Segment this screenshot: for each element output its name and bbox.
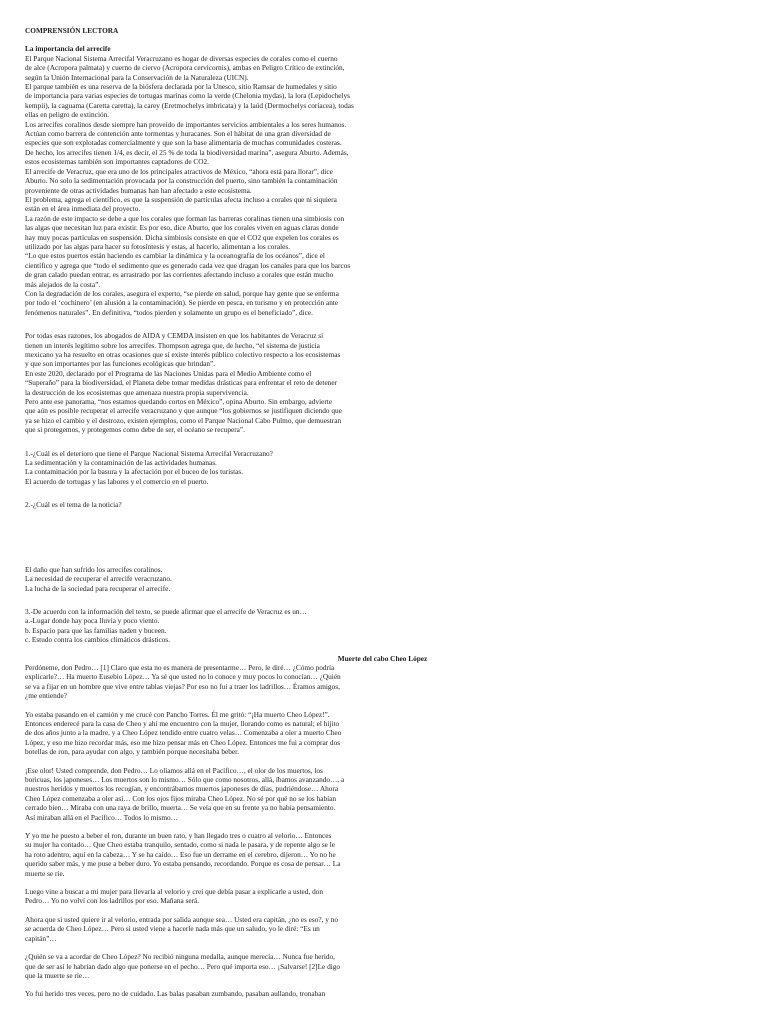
story-paragraph-6 (25, 915, 740, 943)
story-title: Muerte del cabo Cheo López (337, 653, 428, 663)
question-2-text: 2.-¿Cuál es el tema de la noticia? (25, 500, 122, 510)
text-line: especies que son explotadas comercialmente y que son la base alimentaria de muchas comunidades costeras. (25, 138, 342, 148)
answer-option: La necesidad de recuperar el arrecife veracruzano. (25, 574, 172, 584)
text-line: explicarle?… Ha muerto Eusebio López… Ya sé que usted no lo conoce y muy pocos lo conocían… ¿Quién (25, 672, 341, 682)
text-line: capitán”… (25, 933, 57, 943)
text-line: ya se hizo el cambio y el destrozo, existen ejemplos, como el Parque Nacional Cabo Pulmo, que demuestran (25, 415, 342, 425)
article-title: La importancia del arrecife (25, 44, 111, 54)
text-line: “Superaño” para la biodiversidad, el Planeta debe tomar medidas drásticas para enfrentar el reto de detener (25, 378, 338, 388)
text-line: de alce (Acropora palmata) y cuerno de ciervo (Acropora cervicornis), ambas en Peligro Crítico de extinción, (25, 63, 345, 73)
story-paragraph-1 (25, 663, 740, 701)
text-line: que si protegemos, y protegemos como debe de ser, el océano se recupera”. (25, 425, 245, 435)
text-line: que de ser así le habrían dado algo que ponerse en el pecho… Pero qué importa eso… ¡Salvarse! [2]Le digo (25, 961, 341, 971)
text-line: ha roto adentro, aquí en la cabeza… Y se ha caído… Eso fue un derrame en el cerebro, dijeron… Yo no he (25, 849, 336, 859)
story-paragraph-4 (25, 831, 740, 878)
text-line: El parque también es una reserva de la biósfera declarada por la Unesco, sitio Ramsar de humedales y sitio (25, 82, 337, 92)
text-line: kempii), la caguama (Caretta caretta), la carey (Eretmochelys imbricata) y la laúd (Dermochelys coriacea), todas (25, 100, 354, 110)
text-line: Cheo López comenzaba a oler así… Con los ojos fijos miraba Cheo López. No sé por qué no se los habían (25, 793, 337, 803)
question-text: 1.-¿Cuál es el deterioro que tiene el Parque Nacional Sistema Arrecifal Veracruzano? (25, 448, 273, 458)
text-line: Ahora que si usted quiere ir al velorio, entrada por salida aunque sea… Usted era capitán, ¿no es eso?, y no (25, 914, 339, 924)
text-line: por todo el ‘cochinero’ (en alusión a la contaminación). Se pierde en pesca, en turismo y en protección ante (25, 298, 339, 308)
text-line: Perdóneme, don Pedro… [1] Claro que esta no es manera de presentarme… Pero, le diré… ¿Cómo podría (25, 662, 335, 672)
text-line: y que son importantes por las funciones ecológicas que brindan”. (25, 359, 216, 369)
text-line: Con la degradación de los corales, asegura el experto, “se pierde en salud, porque hay gente que se enferma (25, 288, 339, 298)
text-line: Y yo me he puesto a beber el ron, durante un buen rato, y han llegado tres o cuatro al velorio… Entonces (25, 831, 332, 841)
text-line: Los arrecifes coralinos desde siempre han proveído de importantes servicios ambientales a los seres humanos. (25, 119, 347, 129)
text-line: más alejados de la costa”. (25, 279, 101, 289)
text-line: nuestros heridos y muertos los recogían, y encontrábamos muertos japoneses de días, pudriéndose… Ahora (25, 784, 339, 794)
text-line: El Parque Nacional Sistema Arrecifal Veracruzano es hogar de diversas especies de corales como el cuerno (25, 53, 338, 63)
text-line: tienen un interés legítimo sobre los arrecifes. Thompson agrega que, de hecho, “el sistema de justicia (25, 340, 320, 350)
text-line: ¡Ese olor! Usted comprende, don Pedro… Lo olíamos allá en el Pacífico…, el olor de los muertos, los (25, 765, 323, 775)
text-line: En este 2020, declarado por el Programa de las Naciones Unidas para el Medio Ambiente como el (25, 368, 312, 378)
text-line: boricuas, los japoneses… Los muertos son lo mismo… Sólo que como nosotros, allá, íbamos avanzando…, a (25, 775, 345, 784)
text-line: su mujer ha contado… Que Cheo estaba tranquilo, sentado, como si nada le pasara, y de repente algo se le (25, 840, 336, 850)
text-line: Aburto. No solo la sedimentación provocada por la construcción del puerto, sino también la contaminación (25, 176, 338, 186)
text-line: de gran calado puedan entrar, es arrastrado por las corrientes afectando incluso a corales que están mucho (25, 270, 334, 280)
text-line: cerrado bien… Miraba con una raya de brillo, muerta… Se veía que en su frente ya no había pensamiento. (25, 803, 336, 813)
answer-option: La sedimentación y la contaminación de las actividades humanas. (25, 458, 217, 468)
text-line: proveniente de otras actividades humanas han han afectado a este ecosistema. (25, 185, 252, 195)
text-line: que aún es posible recuperar el arrecife veracruzano y que aunque “los gobiernos se justifiquen diciendo que (25, 406, 342, 416)
text-line: botellas de ron, para ayudar con algo, y también porque necesitaba beber. (25, 747, 239, 757)
text-line: ¿Quién se va a acordar de Cheo López? No recibió ninguna medalla, aunque merecía… Nunca fue herido, (25, 952, 335, 962)
text-line: las algas que necesitan luz para existir. Es por eso, dice Aburto, que los corales viven en aguas claras donde (25, 223, 339, 233)
text-line: Así miraban allá en el Pacífico… Todos lo mismo… (25, 812, 178, 822)
story-paragraph-3 (25, 766, 740, 822)
text-line: se acuerda de Cheo López… Pero si usted viene a hacerle nada más que un saludo, yo le diré: “Es un (25, 924, 320, 934)
text-line: la destrucción de los ecosistemas que amenaza nuestra propia supervivencia. (25, 387, 249, 397)
text-line: El arrecife de Veracruz, que era uno de los principales atractivos de México, “ahora está para llorar”, dice (25, 166, 333, 176)
question-1 (25, 449, 740, 487)
text-line: Pero ante ese panorama, “nos estamos quedando cortos en México”, opina Aburto. Sin embargo, advierte (25, 397, 333, 407)
answer-option: El daño que han sufrido los arrecifes coralinos. (25, 564, 163, 574)
text-line: están en el área inmediata del proyecto. (25, 204, 141, 214)
text-line: hay muy pocas partículas en suspensión. Dicha simbiosis consiste en que el CO2 que expelen los corales es (25, 232, 339, 242)
text-line: Actúan como barrera de contención ante tormentas y huracanes. Son el hábitat de una gran diversidad de (25, 129, 331, 139)
text-line: Luego vine a buscar a mi mujer para llevarla al velorio y creí que debía pasar a explicarle a usted, don (25, 887, 324, 897)
text-line: mexicano ya ha resuelto en otras ocasiones que sí existe interés público colectivo respecto a los ecosistemas (25, 350, 341, 359)
answer-option: a.-Lugar donde hay poca lluvia y poco viento. (25, 616, 160, 626)
answer-option: La lucha de la sociedad para recuperar el arrecife. (25, 583, 171, 593)
text-line: Entonces enderecé para la casa de Cheo y ahí me encuentro con la mujer, llorando como es natural; el hijito (25, 718, 340, 728)
text-line: se va a fijar en un hombre que vive entre tablas viejas? Por eso no fui a traer los ladrillos… Éramos amigos, (25, 681, 340, 691)
text-line: “Lo que estos puertos están haciendo es cambiar la dinámica y la oceanografía de los océanos”, dice el (25, 251, 325, 261)
text-line: El problema, agrega el científico, es que la suspensión de partículas afecta incluso a corales que ni siquiera (25, 194, 337, 204)
text-line: ellas en peligro de extinción. (25, 110, 110, 120)
document-header: COMPRENSIÓN LECTORA (25, 26, 119, 35)
text-line: López, y eso me hizo recordar más, eso me hizo pensar más en Cheo López. Entonces me fui a comprar dos (25, 737, 341, 747)
answer-option: El acuerdo de tortugas y las labores y el comercio en el puerto. (25, 476, 209, 486)
text-line: querido saber más, y me puse a beber duro. Yo estaba pensando, recordando. Porque es cosa de pensar… La (25, 859, 341, 869)
answer-option: c. Estudo contra los cambios climáticos drásticos. (25, 635, 171, 645)
story-paragraph-2 (25, 710, 740, 757)
text-line: según la Unión Internacional para la Conservación de la Naturaleza (UICN). (25, 72, 249, 82)
text-line: estos ecosistemas también son importantes captadores de CO2. (25, 157, 210, 167)
story-paragraph-8 (25, 989, 740, 998)
text-line: La razón de este impacto se debe a que los corales que forman las barreras coralinas tienen una simbiosis con (25, 213, 345, 223)
text-line: utilizado por las algas para hacer su fotosíntesis y estas, al hacerlo, alimentan a los corales. (25, 241, 291, 251)
article-body-continued (25, 331, 740, 434)
text-line: De hecho, los arrecifes tienen 1/4, es decir, el 25 % de toda la biodiversidad marina”, asegura Aburto. Además, (25, 147, 349, 157)
text-line: Pedro… Yo no volví con los ladrillos por eso. Mañana será. (25, 896, 200, 906)
text-line: Yo fui herido tres veces, pero no de cuidado. Las balas pasaban zumbando, pasaban aullando, tronaban (25, 989, 326, 999)
question-text: 3.-De acuerdo con la información del texto, se puede afirmar que el arrecife de Veracruz es un… (25, 606, 307, 616)
text-line: Yo estaba pasando en el camión y me crucé con Pancho Torres. Él me gritó: “¡Ha muerto Cheo López!”. (25, 709, 330, 719)
text-line: que la muerte se ríe… (25, 970, 90, 980)
question-2-options (25, 565, 740, 593)
text-line: fenómenos naturales”. En definitiva, “todos pierden y solamente un grupo es el beneficiado”, dice. (25, 307, 313, 317)
answer-option: b. Espacio para que las familias naden y buceen. (25, 625, 167, 635)
answer-option: La contaminación por la basura y la afectación por el buceo de los turistas. (25, 467, 244, 477)
text-line: de dos años junto a la madre, y a Cheo López tendido entre cuatro velas… Comenzaba a oler a muerto Cheo (25, 728, 342, 738)
text-line: científico y agrega que “todo el sedimento que es generado cada vez que dragan los canales para que los barcos (25, 260, 351, 270)
text-line: ¿me entiende? (25, 691, 67, 701)
story-paragraph-5 (25, 887, 740, 906)
text-line: muerte se ríe. (25, 868, 65, 878)
story-paragraph-7 (25, 952, 740, 980)
question-3 (25, 607, 740, 645)
article-body (25, 54, 740, 317)
text-line: de importancia para varias especies de tortugas marinas como la verde (Chelonia mydas), la lora (Lepidochelys (25, 91, 350, 101)
text-line: Por todas esas razones, los abogados de AIDA y CEMDA insisten en que los habitantes de Veracruz sí (25, 331, 324, 341)
